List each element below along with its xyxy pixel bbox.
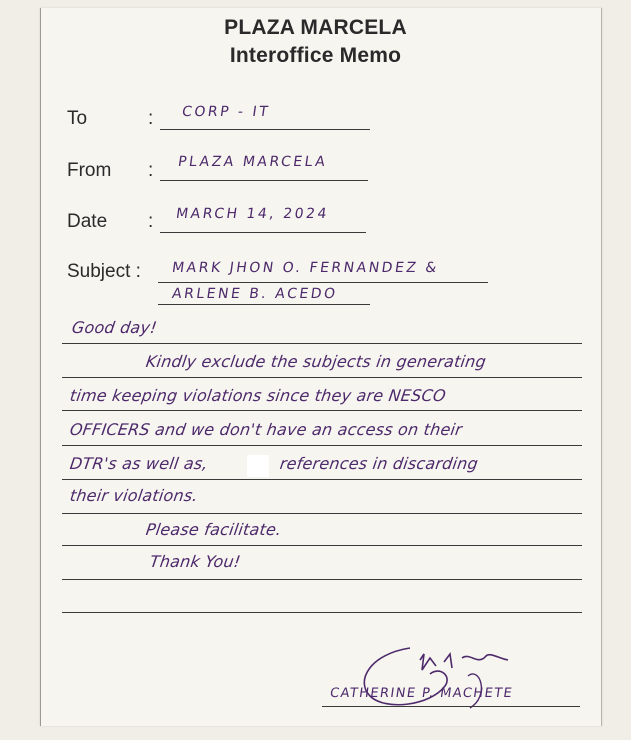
from-label: From — [67, 160, 112, 181]
body-rule-4 — [62, 445, 582, 446]
subject-underline-2 — [158, 304, 370, 305]
from-colon: : — [148, 160, 154, 181]
subject-value-line1: MARK JHON O. FERNANDEZ & — [170, 260, 440, 276]
body-rule-9 — [62, 612, 582, 613]
signature-line — [322, 706, 580, 707]
body-line-greeting: Good day! — [70, 318, 159, 337]
body-line-5a: DTR's as well as, — [68, 454, 210, 473]
body-line-4: OFFICERS and we don't have an access on their — [68, 420, 464, 439]
body-rule-1 — [62, 343, 582, 344]
body-line-3: time keeping violations since they are NESCO — [68, 386, 448, 405]
body-rule-5 — [62, 479, 582, 480]
company-title: PLAZA MARCELA — [224, 16, 407, 39]
subject-value-line2: ARLENE B. ACEDO — [170, 286, 339, 302]
to-colon: : — [148, 108, 154, 129]
body-rule-6 — [62, 513, 582, 514]
from-underline — [160, 180, 368, 181]
subject-underline-1 — [158, 282, 488, 283]
body-line-2: Kindly exclude the subjects in generating — [144, 352, 488, 371]
body-rule-8 — [62, 579, 582, 580]
signature-scribble-icon — [350, 636, 550, 716]
date-colon: : — [148, 211, 154, 232]
subject-label: Subject : — [67, 261, 141, 282]
body-rule-7 — [62, 545, 582, 546]
to-value: CORP - IT — [180, 104, 272, 120]
date-value: MARCH 14, 2024 — [174, 206, 330, 222]
body-line-6: their violations. — [68, 486, 200, 505]
signatory-name: CATHERINE P. MACHETE — [328, 686, 515, 701]
to-label: To — [67, 108, 88, 129]
body-line-thanks: Thank You! — [148, 552, 242, 571]
body-rule-3 — [62, 410, 582, 411]
body-line-5b: references in discarding — [278, 454, 480, 473]
from-value: PLAZA MARCELA — [176, 154, 329, 170]
redaction-block — [247, 455, 269, 477]
body-line-please: Please facilitate. — [144, 520, 283, 539]
to-underline — [160, 129, 370, 130]
date-underline — [160, 232, 366, 233]
date-label: Date — [67, 211, 108, 232]
body-rule-2 — [62, 377, 582, 378]
memo-type-title: Interoffice Memo — [229, 44, 402, 67]
